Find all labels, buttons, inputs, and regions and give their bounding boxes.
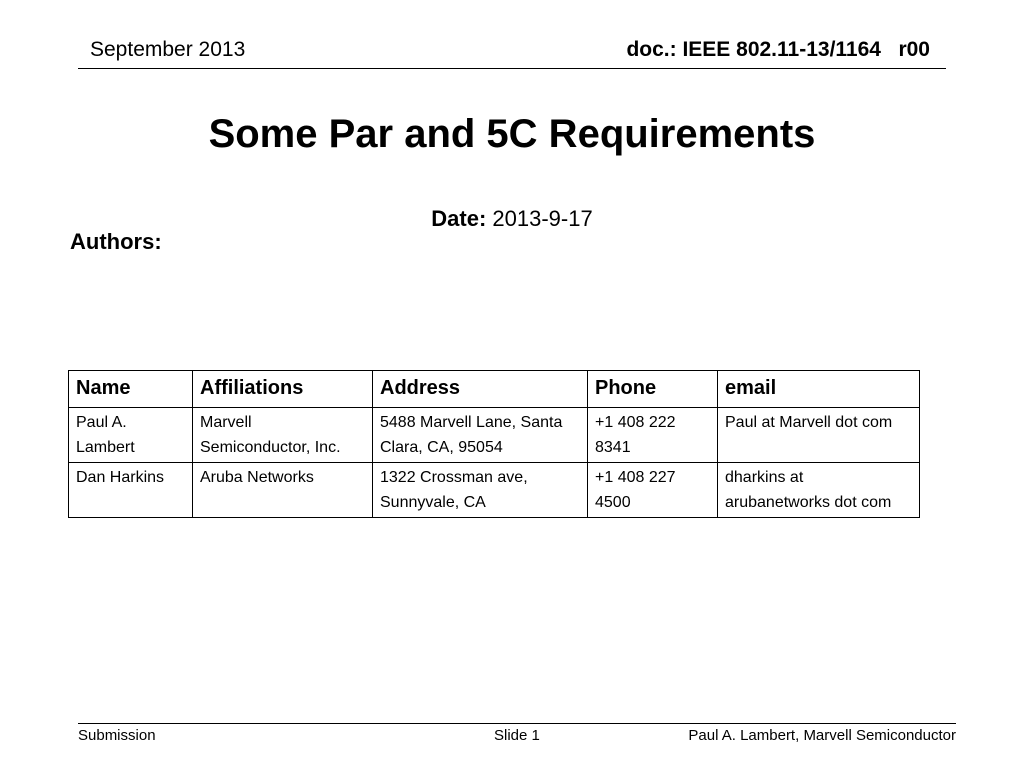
footer-slide-number: Slide 1: [494, 727, 540, 744]
cell-email: dharkins at arubanetworks dot com: [718, 463, 920, 518]
column-header-affiliations: Affiliations: [193, 371, 373, 408]
table-row: [69, 463, 920, 518]
cell-phone: +1 408 227 4500: [588, 463, 718, 518]
cell-email: Paul at Marvell dot com: [718, 408, 920, 463]
column-header-address: Address: [373, 371, 588, 408]
header-doc-id: doc.: IEEE 802.11-13/1164 r00: [626, 38, 930, 61]
header-divider: [78, 68, 946, 69]
cell-name: Dan Harkins: [69, 463, 193, 518]
date-value: 2013-9-17: [486, 206, 593, 231]
header-date: September 2013: [90, 38, 246, 61]
footer-submission: Submission: [78, 727, 156, 744]
authors-label: Authors:: [70, 229, 162, 254]
date-label: Date:: [431, 206, 487, 231]
column-header-email: email: [718, 371, 920, 408]
cell-phone: +1 408 222 8341: [588, 408, 718, 463]
cell-address: 5488 Marvell Lane, Santa Clara, CA, 95054: [373, 408, 588, 463]
table-header-row: [69, 371, 920, 408]
column-header-phone: Phone: [588, 371, 718, 408]
footer-author: Paul A. Lambert, Marvell Semiconductor: [688, 727, 956, 744]
cell-name: Paul A. Lambert: [69, 408, 193, 463]
authors-table: [68, 370, 920, 518]
slide-title: Some Par and 5C Requirements: [208, 112, 816, 156]
table-row: [69, 408, 920, 463]
footer-divider: [78, 723, 956, 724]
cell-affiliation: Aruba Networks: [193, 463, 373, 518]
cell-affiliation: Marvell Semiconductor, Inc.: [193, 408, 373, 463]
cell-address: 1322 Crossman ave, Sunnyvale, CA: [373, 463, 588, 518]
column-header-name: Name: [69, 371, 193, 408]
